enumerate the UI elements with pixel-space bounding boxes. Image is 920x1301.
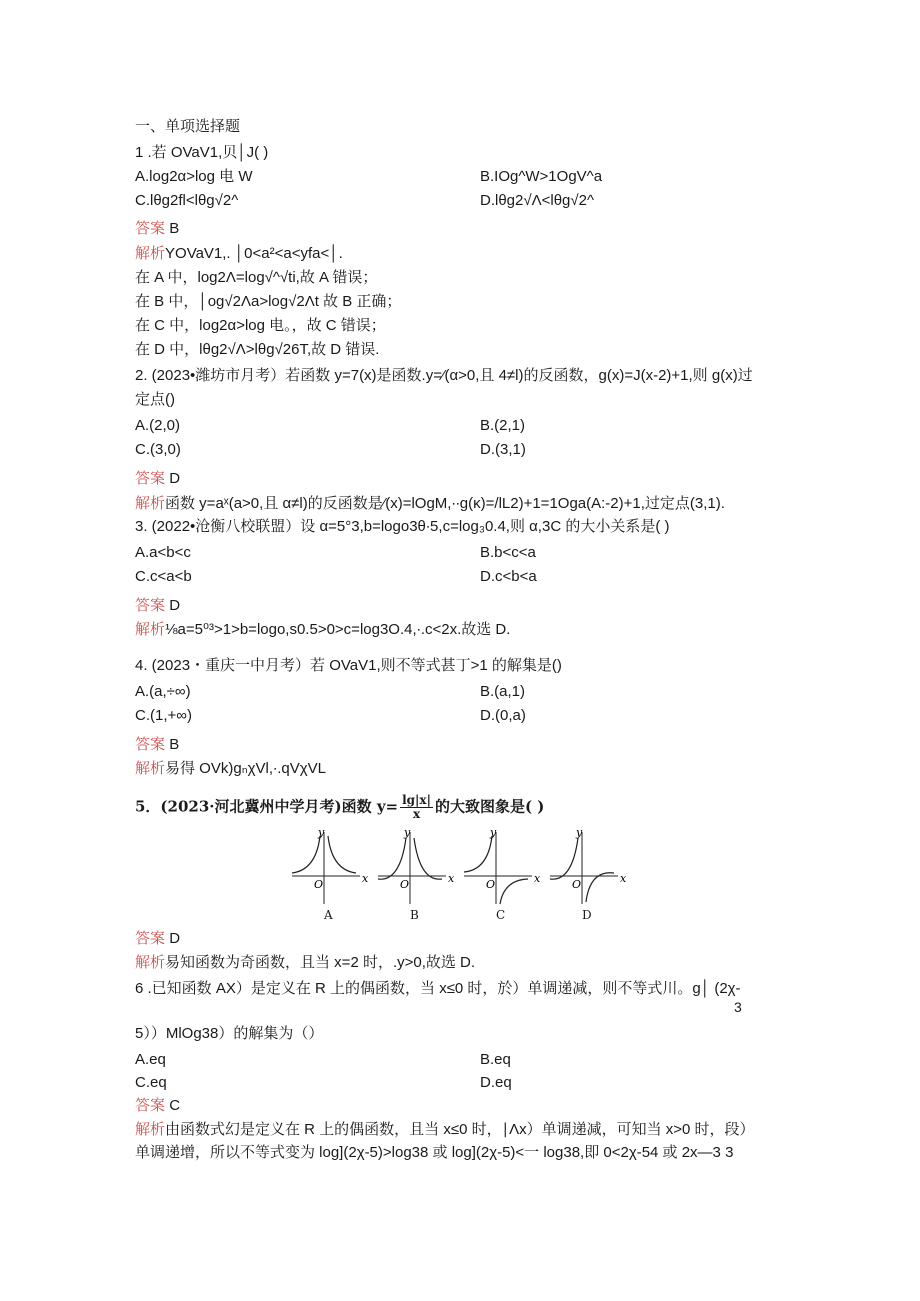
q5-stem-after: 的大致图象是( ) bbox=[434, 797, 545, 816]
q4-answer bbox=[135, 735, 179, 755]
curve-left bbox=[378, 838, 406, 879]
axis-x-label: x bbox=[534, 872, 541, 885]
q5-graph-options bbox=[290, 826, 630, 922]
origin-label: O bbox=[314, 878, 324, 891]
q2-stem-line-2: 定点() bbox=[135, 391, 175, 408]
answer-value: C bbox=[169, 1097, 181, 1114]
curve-left bbox=[550, 838, 578, 879]
axis-y-label: y bbox=[318, 826, 325, 839]
q5-analysis bbox=[135, 953, 475, 973]
answer-label: 答案 bbox=[135, 220, 166, 237]
q6-answer bbox=[135, 1096, 180, 1116]
answer-value: B bbox=[169, 736, 180, 753]
axis-x-label: x bbox=[362, 872, 369, 885]
graph-label-c: C bbox=[496, 908, 506, 922]
answer-value: D bbox=[169, 470, 181, 487]
fraction-numerator: lg|x| bbox=[402, 793, 431, 807]
q6-option-b: B.eq bbox=[480, 1051, 511, 1068]
answer-label: 答案 bbox=[135, 470, 166, 487]
section-title: 一、单项选择题 bbox=[135, 118, 241, 135]
q2-option-c: C.(3,0) bbox=[135, 441, 181, 458]
answer-value: D bbox=[169, 930, 181, 947]
q6-option-a: A.eq bbox=[135, 1051, 166, 1068]
origin-label: O bbox=[572, 878, 582, 891]
graph-c bbox=[462, 826, 542, 922]
q3-stem: 3. (2022•沧衡八校联盟）设 α=5°3,b=logo3θ∙5,c=log₃0.4,则 α,3C 的大小关系是( ) bbox=[135, 518, 670, 535]
q5-answer bbox=[135, 929, 180, 949]
origin-label: O bbox=[400, 878, 410, 891]
q1-option-c: C.lθg2fl<lθg√2^ bbox=[135, 192, 239, 209]
analysis-label: 解析 bbox=[135, 495, 166, 512]
q4-stem: 4. (2023・重庆一中月考）若 OVaV1,则不等式甚丁>1 的解集是() bbox=[135, 657, 562, 674]
graph-c-plot bbox=[462, 826, 542, 906]
graph-a-plot bbox=[290, 826, 370, 906]
curve-right bbox=[500, 879, 528, 904]
q6-stem-line-2: 5））MlOg38）的解集为（） bbox=[135, 1025, 324, 1042]
curve-right bbox=[414, 838, 442, 879]
q6-option-c: C.eq bbox=[135, 1074, 167, 1091]
q4-option-a: A.(a,÷∞) bbox=[135, 683, 191, 700]
q5-stem-before: 5．(2023·河北冀州中学月考)函数 y= bbox=[135, 797, 399, 816]
curve-left bbox=[292, 836, 320, 873]
q6-option-d: D.eq bbox=[480, 1074, 512, 1091]
q5-stem bbox=[135, 794, 544, 821]
analysis-text: 函数 y=aˣ(a>0,且 α≠l)的反函数是⁄(x)=lOgM,∙∙g(κ)=/lL2)+1=1Oga(A:-2)+1,过定点(3,1). bbox=[165, 495, 725, 512]
analysis-label: 解析 bbox=[135, 245, 166, 262]
q3-option-b: B.b<c<a bbox=[480, 544, 536, 561]
q1-analysis-line-3: 在 B 中，│og√2Λa>log√2Λt 故 B 正确； bbox=[135, 293, 402, 310]
graph-label-d: D bbox=[582, 908, 592, 922]
q1-analysis-line-5: 在 D 中，lθg2√Λ>lθg√26T,故 D 错误. bbox=[135, 341, 380, 358]
graph-a bbox=[290, 826, 370, 922]
q1-option-a: A.log2α>log 电 W bbox=[135, 168, 253, 185]
axis-y-label: y bbox=[576, 826, 583, 839]
analysis-label: 解析 bbox=[135, 760, 166, 777]
graph-label-a: A bbox=[324, 908, 333, 922]
q3-option-d: D.c<b<a bbox=[480, 568, 537, 585]
origin-label: O bbox=[486, 878, 496, 891]
analysis-text: ⅛a=5⁰³>1>b=logo,s0.5>0>c=log3O.4,∙.c<2x.故选 D. bbox=[165, 621, 511, 638]
analysis-label: 解析 bbox=[135, 954, 166, 971]
q1-option-b: B.IOg^W>1OgV^a bbox=[480, 168, 603, 185]
q2-option-d: D.(3,1) bbox=[480, 441, 526, 458]
q1-analysis-line-2: 在 A 中，log2Λ=log√^√ti,故 A 错误； bbox=[135, 269, 378, 286]
curve-left bbox=[464, 836, 492, 872]
analysis-label: 解析 bbox=[135, 621, 166, 638]
analysis-text: YOVaV1,. │0<a²<a<yfa<│. bbox=[165, 245, 343, 262]
curve-right bbox=[586, 873, 614, 902]
q1-analysis-line-4: 在 C 中，log2α>log 电。，故 C 错误； bbox=[135, 317, 386, 334]
answer-label: 答案 bbox=[135, 930, 166, 947]
graph-d-plot bbox=[548, 826, 628, 906]
q1-analysis-line-1 bbox=[135, 244, 343, 264]
q1-answer bbox=[135, 219, 179, 239]
q3-analysis bbox=[135, 620, 510, 640]
q1-option-d: D.lθg2√Λ<lθg√2^ bbox=[480, 192, 595, 209]
axis-x-label: x bbox=[448, 872, 455, 885]
q2-answer bbox=[135, 469, 180, 489]
q1-stem: 1 .若 OVaV1,贝│J( ) bbox=[135, 144, 269, 161]
q2-option-a: A.(2,0) bbox=[135, 417, 181, 434]
analysis-text: 易得 OVk)gₙχVl,∙.qVχVL bbox=[165, 760, 326, 777]
answer-value: D bbox=[169, 597, 181, 614]
graph-d bbox=[548, 826, 628, 922]
q2-analysis bbox=[135, 494, 725, 514]
q5-fraction bbox=[400, 794, 433, 821]
q2-option-b: B.(2,1) bbox=[480, 417, 526, 434]
analysis-text: 易知函数为奇函数，且当 x=2 时，.y>0,故选 D. bbox=[165, 954, 476, 971]
fraction-denominator: x bbox=[412, 807, 421, 821]
q4-option-b: B.(a,1) bbox=[480, 683, 526, 700]
q6-stem-line-1: 6 .已知函数 AX）是定义在 R 上的偶函数，当 x≤0 时，於）单调递减，则不等式川。g│ (2χ- bbox=[135, 980, 741, 997]
answer-label: 答案 bbox=[135, 597, 166, 614]
axis-x-label: x bbox=[620, 872, 627, 885]
answer-label: 答案 bbox=[135, 736, 166, 753]
graph-label-b: B bbox=[410, 908, 419, 922]
curve-right bbox=[328, 836, 356, 873]
graph-b bbox=[376, 826, 456, 922]
q2-stem-line-1: 2. (2023•潍坊市月考）若函数 y=7(x)是函数.y=⁄(α>0,且 4≠l)的反函数，g(x)=J(x-2)+1,则 g(x)过 bbox=[135, 367, 753, 384]
q6-analysis-line-1 bbox=[135, 1120, 755, 1140]
analysis-text: 由函数式幻是定义在 R 上的偶函数，且当 x≤0 时，∣Λx）单调递减，可知当 x>0 时，段） bbox=[165, 1121, 755, 1138]
q4-option-c: C.(1,+∞) bbox=[135, 707, 192, 724]
q4-analysis bbox=[135, 759, 326, 779]
q6-analysis-line-2: 单调递增，所以不等式变为 log](2χ-5)>log38 或 log](2χ-5)<一 log38,即 0<2χ-54 或 2x—3 3 bbox=[135, 1144, 734, 1161]
q3-answer bbox=[135, 596, 180, 616]
graph-b-plot bbox=[376, 826, 456, 906]
q6-stem-subscript: 3 bbox=[734, 999, 742, 1015]
q3-option-a: A.a<b<c bbox=[135, 544, 191, 561]
q3-option-c: C.c<a<b bbox=[135, 568, 192, 585]
axis-y-label: y bbox=[490, 826, 497, 839]
analysis-label: 解析 bbox=[135, 1121, 166, 1138]
answer-label: 答案 bbox=[135, 1097, 166, 1114]
answer-value: B bbox=[169, 220, 180, 237]
q4-option-d: D.(0,a) bbox=[480, 707, 526, 724]
axis-y-label: y bbox=[404, 826, 411, 839]
